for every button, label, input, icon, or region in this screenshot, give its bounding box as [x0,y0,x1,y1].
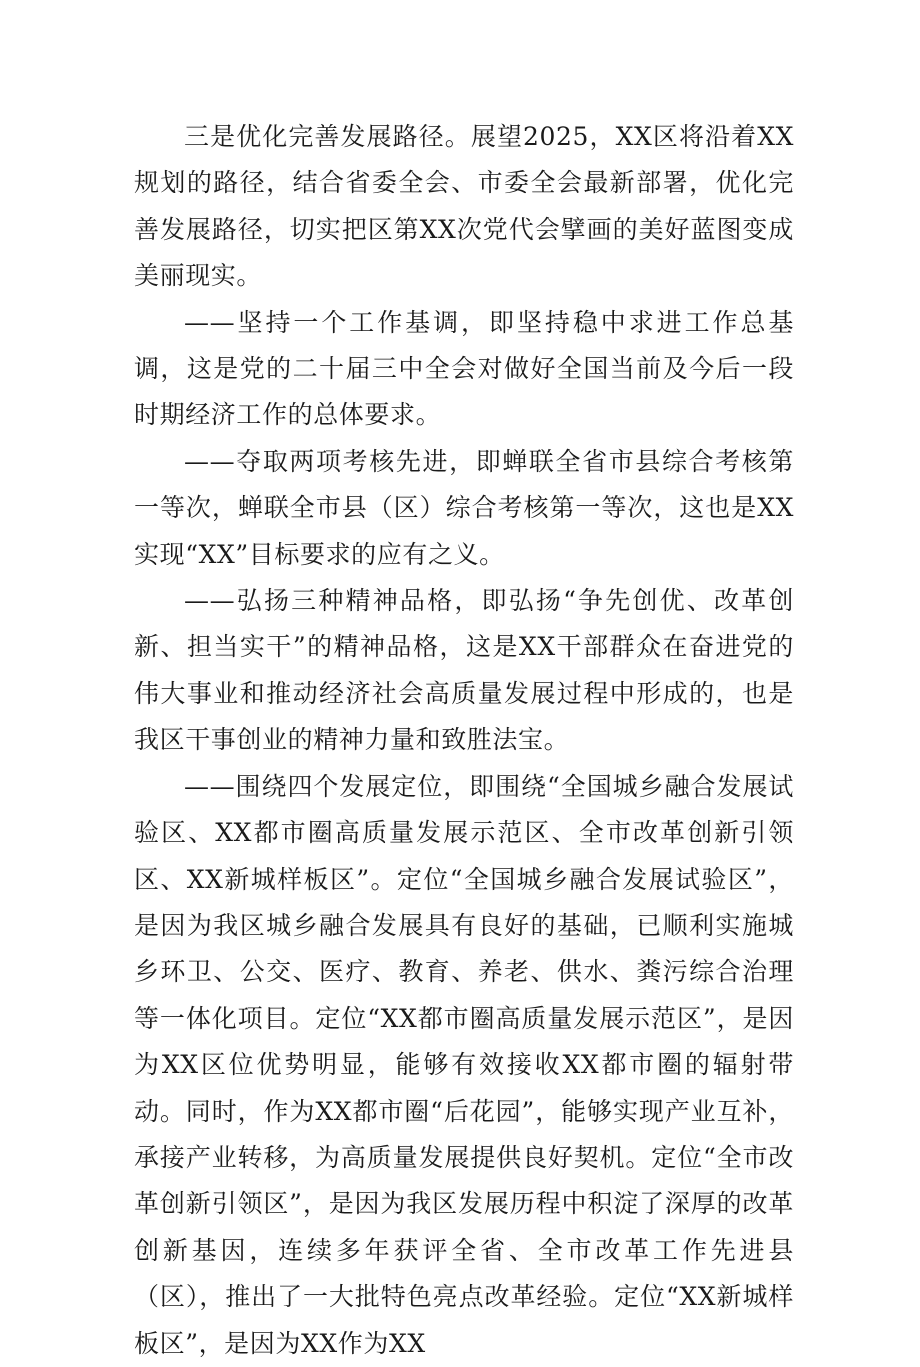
paragraph-assessment: ——夺取两项考核先进，即蝉联全省市县综合考核第一等次，蝉联全市县（区）综合考核第一等次，这也是XX实现“XX”目标要求的应有之义。 [134,446,794,569]
paragraph-development-path: 三是优化完善发展路径。展望2025，XX区将沿着XX规划的路径，结合省委全会、市委全会最新部署，优化完善发展路径，切实把区第XX次党代会擘画的美好蓝图变成美丽现实。 [134,122,794,291]
paragraph-positioning: ——围绕四个发展定位，即围绕“全国城乡融合发展试验区、XX都市圈高质量发展示范区、全市改革创新引领区、XX新城样板区”。定位“全国城乡融合发展试验区”，是因为我区城乡融合发展具有良好的基础，已顺利实施城乡环卫、公交、医疗、教育、养老、供水、粪污综合治理等一体化项目。定位“XX都市圈高质量发展示范区”，是因为XX区位优势明显，能够有效接收XX都市圈的辐射带动。同时，作为XX都市圈“后花园”，能够实现产业互补，承接产业转移，为高质量发展提供良好契机。定位“全市改革创新引领区”，是因为我区发展历程中积淀了深厚的改革创新基因，连续多年获评全省、全市改革工作先进县（区），推出了一大批特色亮点改革经验。定位“XX新城样板区”，是因为XX作为XX [134,771,794,1358]
document-body [134,114,794,1367]
paragraph-work-tone: ——坚持一个工作基调，即坚持稳中求进工作总基调，这是党的二十届三中全会对做好全国当前及今后一段时期经济工作的总体要求。 [134,307,794,430]
paragraph-spirit: ——弘扬三种精神品格，即弘扬“争先创优、改革创新、担当实干”的精神品格，这是XX干部群众在奋进党的伟大事业和推动经济社会高质量发展过程中形成的，也是我区干事创业的精神力量和致胜法宝。 [134,586,794,755]
